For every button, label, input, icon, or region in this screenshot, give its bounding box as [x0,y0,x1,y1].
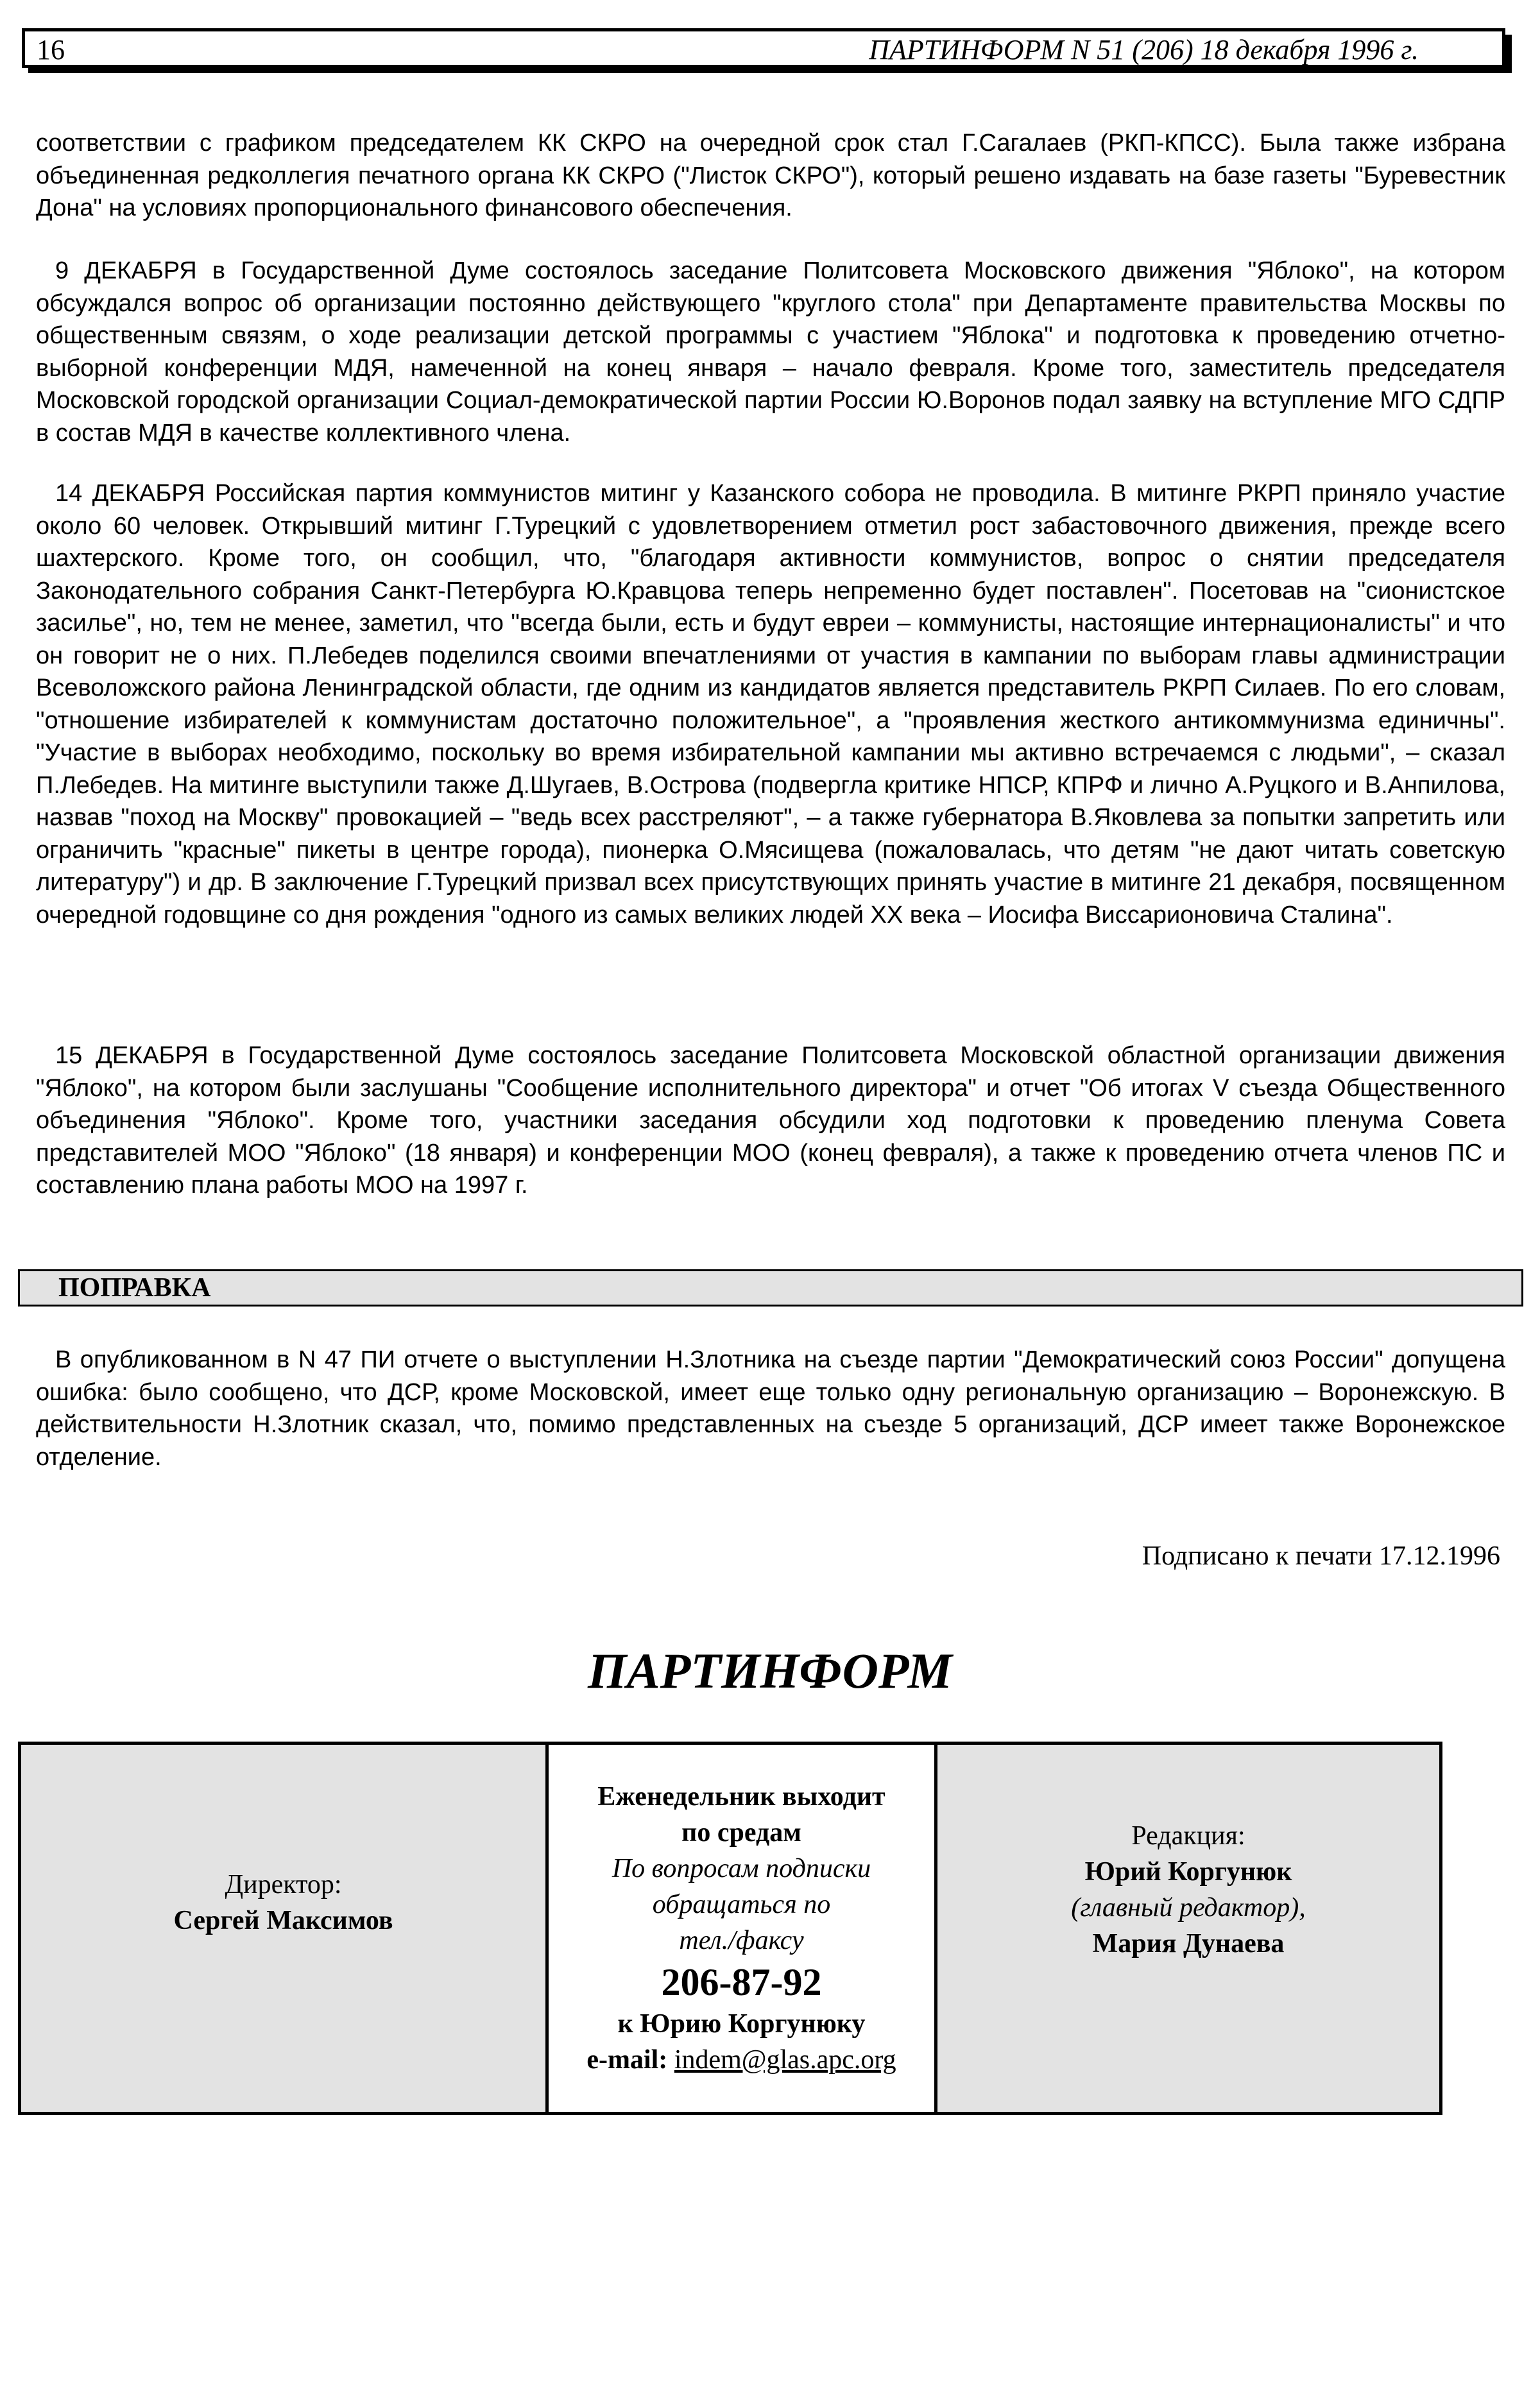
subscribe-line-3: тел./факсу [679,1926,804,1955]
paragraph-dec-15: 15 ДЕКАБРЯ в Государственной Думе состоялось заседание Политсовета Московской областной организации движения "Яблоко", на котором были заслушаны "Сообщение исполнительного директора" и отчет "Об итогах V съезда Общественного объединения "Яблоко". Кроме того, участники заседания обсудили ход подготовки к проведению пленума Совета представителей МОО "Яблоко" (18 января) и конференции МОО (конец февраля), а также к проведению отчета членов ПС и составлению плана работы МОО на 1997 г. [36,1042,1505,1199]
correction-heading: ПОПРАВКА [18,1269,1523,1307]
page-header [22,28,1505,68]
correction-text: В опубликованном в N 47 ПИ отчете о выступлении Н.Злотника на съезде партии "Демократический союз России" допущена ошибка: было сообщено, что ДСР, кроме Московской, имеет еще только одну региональную организацию – Воронежскую. В действительности Н.Злотник сказал, что, помимо представленных на съезде 5 организаций, ДСР имеет также Воронежское отделение. [36,1346,1505,1471]
contact-person: к Юрию Коргунюку [617,2009,866,2039]
editor2-name: Мария Дунаева [1092,1929,1285,1958]
editor-role: (главный редактор), [1071,1893,1306,1923]
paragraph-continuation: соответствии с графиком председателем КК СКРО на очередной срок стал Г.Сагалаев (РКП-КПСС). Была также избрана объединенная редколлегия печатного органа КК СКРО ("Листок СКРО"), который решено издавать на базе газеты "Буревестник Дона" на условиях пропорционального финансового обеспечения. [36,130,1505,221]
signed-to-print: Подписано к печати 17.12.1996 [1142,1541,1500,1571]
director-name: Сергей Максимов [173,1906,393,1935]
issue-title: ПАРТИНФОРМ N 51 (206) 18 декабря 1996 г. [869,34,1419,65]
email-row [586,2042,896,2078]
header-shadow-bottom [28,68,1512,73]
editorial-label: Редакция: [1131,1821,1245,1851]
director-label: Директор: [225,1870,342,1899]
director-cell [21,1745,549,2112]
weekly-line-1: Еженедельник выходит [597,1782,886,1812]
page-number: 16 [37,34,65,65]
editorial-cell [937,1745,1439,2112]
subscribe-line-1: По вопросам подписки [612,1854,871,1883]
subscription-cell [549,1745,937,2112]
email-link[interactable]: indem@glas.apc.org [674,2045,896,2075]
header-shadow-right [1505,35,1512,73]
masthead-title: ПАРТИНФОРМ [588,1643,952,1699]
weekly-line-2: по средам [681,1818,801,1847]
editor-name: Юрий Коргунюк [1084,1857,1292,1887]
imprint-table [18,1742,1442,2115]
paragraph-dec-9: 9 ДЕКАБРЯ в Государственной Думе состоялось заседание Политсовета Московского движения "Яблоко", на котором обсуждался вопрос об организации постоянно действующего "круглого стола" при Департаменте правительства Москвы по общественным связям, о ходе реализации детской программы с участием "Яблока" и подготовка к проведению отчетно-выборной конференции МДЯ, намеченной на конец января – начало февраля. Кроме того, заместитель председателя Московской городской организации Социал-демократической партии России Ю.Воронов подал заявку на вступление МГО СДПР в состав МДЯ в качестве коллективного члена. [36,257,1505,447]
email-label: e-mail: [586,2045,668,2075]
subscribe-line-2: обращаться по [652,1890,831,1919]
phone-number: 206-87-92 [661,1961,822,2003]
paragraph-dec-14: 14 ДЕКАБРЯ Российская партия коммунистов митинг у Казанского собора не проводила. В митинге РКРП приняло участие около 60 человек. Открывший митинг Г.Турецкий с удовлетворением отметил рост забастовочного движения, прежде всего шахтерского. Кроме того, он сообщил, что, "благодаря активности коммунистов, вопрос о снятии председателя Законодательного собрания Санкт-Петербурга Ю.Кравцова теперь непременно будет поставлен". Посетовав на "сионистское засилье", но, тем не менее, заметил, что "всегда были, есть и будут евреи – коммунисты, настоящие интернационалисты" и что он говорит не о них. П.Лебедев поделился своими впечатлениями от участия в кампании по выборам главы администрации Всеволожского района Ленинградской области, где одним из кандидатов является представитель РКРП Силаев. По его словам, "отношение избирателей к коммунистам достаточно положительное", а "проявления жесткого антикоммунизма единичны". "Участие в выборах необходимо, поскольку во время избирательной кампании мы активно встречаемся с людьми", – сказал П.Лебедев. На митинге выступили также Д.Шугаев, В.Острова (подвергла критике НПСР, КПРФ и лично А.Руцкого и В.Анпилова, назвав "поход на Москву" провокацией – "ведь всех расстреляют", – а также губернатора В.Яковлева за попытки запретить или ограничить "красные" пикеты в центре города), пионерка О.Мясищева (пожаловалась, что детям "не дают читать советскую литературу") и др. В заключение Г.Турецкий призвал всех присутствующих принять участие в митинге 21 декабря, посвященном очередной годовщине со дня рождения "одного из самых великих людей XX века – Иосифа Виссарионовича Сталина". [36,480,1505,929]
